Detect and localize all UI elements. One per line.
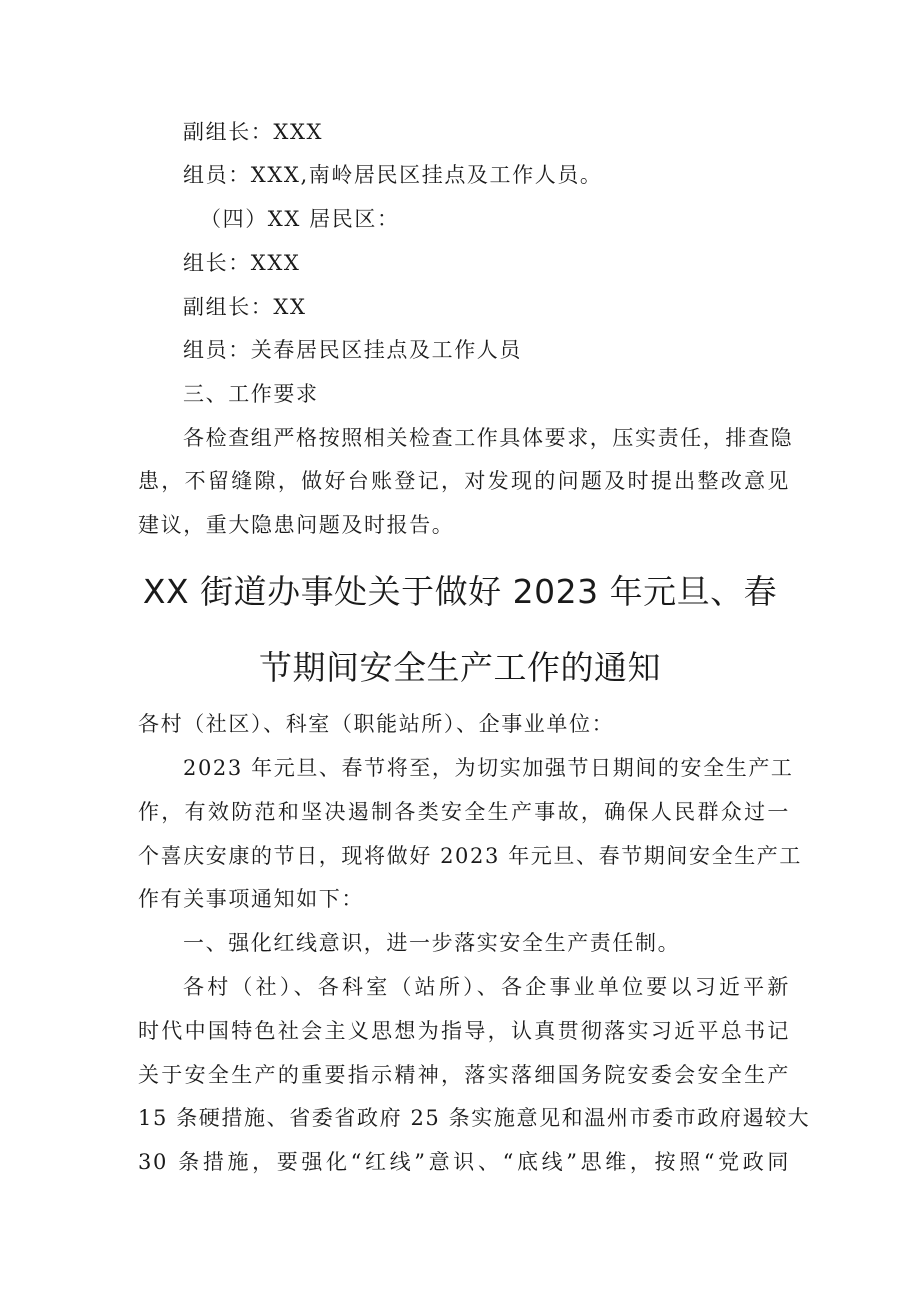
section-heading: 三、工作要求 bbox=[183, 382, 319, 406]
paragraph-line: 作有关事项通知如下： bbox=[138, 887, 364, 911]
paragraph-line: 30 条措施，要强化“红线”意识、“底线”思维，按照“党政同 bbox=[138, 1150, 790, 1174]
deputy-leader-line: 副组长：XXX bbox=[183, 120, 324, 144]
paragraph-line: 个喜庆安康的节日，现将做好 2023 年元旦、春节期间安全生产工 bbox=[138, 844, 802, 868]
point-heading: 一、强化红线意识，进一步落实安全生产责任制。 bbox=[183, 931, 681, 955]
paragraph-line: 2023 年元旦、春节将至，为切实加强节日期间的安全生产工 bbox=[183, 756, 794, 780]
paragraph-line: 15 条硬措施、省委省政府 25 条实施意见和温州市委市政府遏较大 bbox=[138, 1106, 811, 1130]
addressee: 各村（社区）、科室（职能站所）、企事业单位： bbox=[138, 712, 615, 736]
members-line: 组员：关春居民区挂点及工作人员 bbox=[183, 338, 522, 362]
paragraph-line: 关于安全生产的重要指示精神，落实落细国务院安委会安全生产 bbox=[138, 1063, 790, 1087]
paragraph-line: 时代中国特色社会主义思想为指导，认真贯彻落实习近平总书记 bbox=[138, 1019, 790, 1043]
paragraph-line: 患，不留缝隙，做好台账登记，对发现的问题及时提出整改意见 bbox=[138, 469, 790, 493]
paragraph-line: 作，有效防范和坚决遏制各类安全生产事故，确保人民群众过一 bbox=[138, 800, 790, 824]
group-heading: （四）XX 居民区： bbox=[200, 207, 400, 231]
paragraph-line: 建议，重大隐患问题及时报告。 bbox=[138, 513, 455, 537]
notice-title-line-2: 节期间安全生产工作的通知 bbox=[259, 648, 661, 687]
members-line: 组员：XXX,南岭居民区挂点及工作人员。 bbox=[183, 163, 603, 187]
deputy-leader-line: 副组长：XX bbox=[183, 295, 307, 319]
leader-line: 组长：XXX bbox=[183, 251, 301, 275]
paragraph-line: 各村（社）、各科室（站所）、各企事业单位要以习近平新 bbox=[183, 975, 790, 999]
notice-title-line-1: XX 街道办事处关于做好 2023 年元旦、春 bbox=[142, 572, 778, 611]
paragraph-line: 各检查组严格按照相关检查工作具体要求，压实责任，排查隐 bbox=[183, 426, 794, 450]
